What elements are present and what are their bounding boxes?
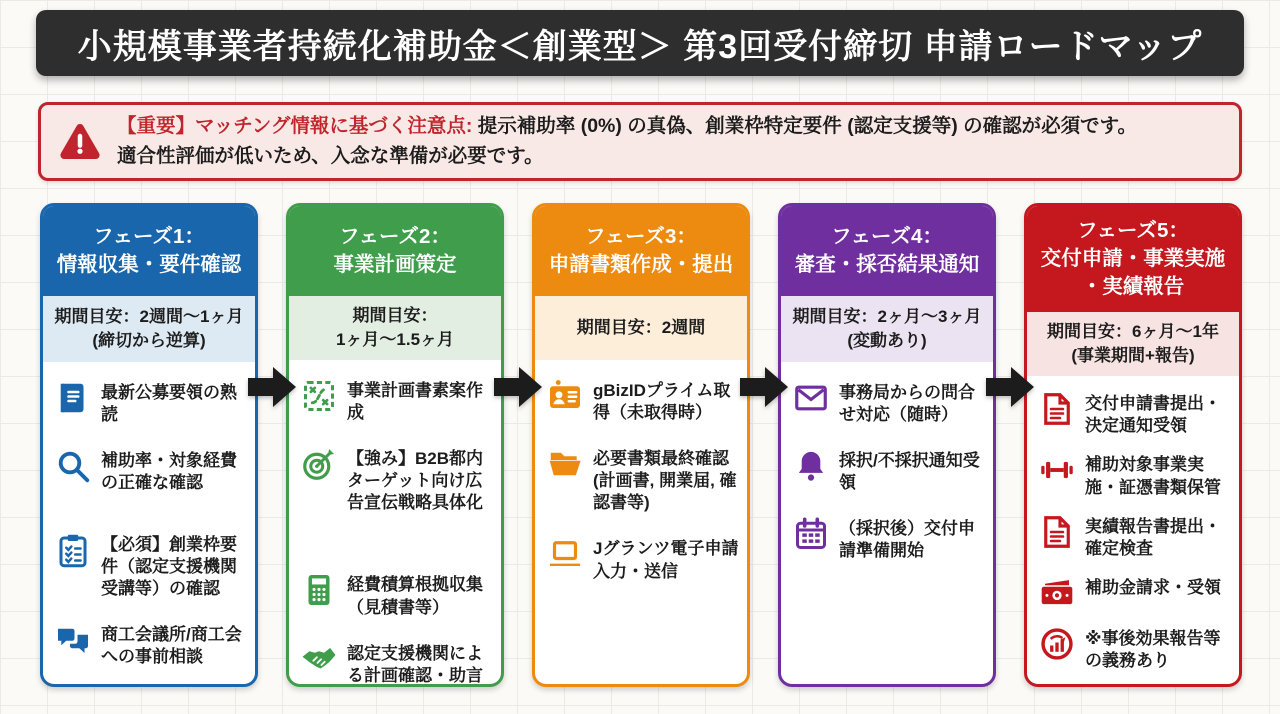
phase-3-title-line-2: 申請書類作成・提出 — [548, 253, 734, 276]
chart-growth-icon — [1039, 626, 1075, 662]
chat-bubbles-icon — [55, 622, 91, 658]
target-icon — [301, 446, 337, 482]
phase-5-title-line-1: フェーズ5： — [1077, 219, 1189, 243]
phase-5-item-2: 補助対象事業実施・証憑書類保管 — [1039, 452, 1231, 498]
arrow-phase3-to-phase4 — [750, 203, 778, 687]
phase-3-card — [532, 203, 750, 687]
phase-4-card — [778, 203, 996, 687]
warning-line-2: 適合性評価が低いため、入念な準備が必要です。 — [117, 144, 544, 167]
phase-3-item-3: Jグランツ電子申請入力・送信 — [547, 536, 739, 582]
phase-2-period-line-1: 期間目安： — [352, 306, 438, 326]
phase-3-item-2: 必要書類最終確認 (計画書, 開業届, 確認書等) — [547, 446, 739, 514]
page-title — [36, 10, 1244, 76]
phase-5-title-line-2: 交付申請・事業実施 — [1040, 246, 1226, 270]
arrow-phase2-to-phase3 — [504, 203, 532, 687]
phase-2-header — [289, 206, 501, 296]
warning-label: 【重要】マッチング情報に基づく注意点: — [117, 115, 478, 138]
phase-5-item-3: 実績報告書提出・確定検査 — [1039, 514, 1231, 560]
phase-2-title-line-2: 事業計画策定 — [333, 253, 457, 276]
strategy-map-icon — [301, 378, 337, 414]
phase-3-header — [535, 206, 747, 296]
phase-2-title-line-1: フェーズ2： — [339, 225, 451, 249]
warning-body-1: 提示補助率 (0%) の真偽、創業枠特定要件 (認定支援等) の確認が必須です。 — [477, 115, 1138, 138]
phases-row — [40, 203, 1242, 687]
phase-1-card — [40, 203, 258, 687]
phase-4-period-line-2: (変動あり) — [847, 330, 927, 350]
phase-5-item-5: ※事後効果報告等の義務あり — [1039, 626, 1231, 672]
phase-1-item-3: 【必須】創業枠要件（認定支援機関受講等）の確認 — [55, 532, 247, 600]
phase-2-item-4: 認定支援機関による計画確認・助言 — [301, 641, 493, 687]
phase-4-item-1: 事務局からの問合せ対応（随時） — [793, 380, 985, 426]
right-arrow-icon — [248, 366, 296, 408]
phase-2-item-3: 経費積算根拠収集（見積書等） — [301, 572, 493, 618]
laptop-icon — [547, 536, 583, 572]
phase-4-title-line-2: 審査・採否結果通知 — [794, 253, 980, 276]
phase-1-items — [43, 362, 255, 684]
dumbbell-icon — [1039, 452, 1075, 488]
phase-1-title-line-2: 情報収集・要件確認 — [56, 253, 242, 276]
phase-5-item-4: 補助金請求・受領 — [1039, 575, 1231, 611]
phase-1-period — [43, 296, 255, 362]
phase-4-items — [781, 362, 993, 684]
phase-5-item-1: 交付申請書提出・決定通知受領 — [1039, 391, 1231, 437]
phase-5-items — [1027, 376, 1239, 684]
money-icon — [1039, 575, 1075, 611]
phase-1-item-1: 最新公募要領の熟読 — [55, 380, 247, 426]
phase-1-header — [43, 206, 255, 296]
warning-text — [117, 112, 1137, 171]
arrow-phase1-to-phase2 — [258, 203, 286, 687]
envelope-icon — [793, 380, 829, 416]
id-card-icon — [547, 378, 583, 414]
phase-2-period — [289, 296, 501, 360]
phase-3-items — [535, 360, 747, 684]
warning-banner — [38, 102, 1242, 181]
phase-3-period-line-1: 期間目安：2週間 — [576, 318, 706, 338]
phase-3-period — [535, 296, 747, 360]
handshake-icon — [301, 641, 337, 677]
right-arrow-icon — [986, 366, 1034, 408]
phase-3-title-line-1: フェーズ3： — [585, 225, 697, 249]
folder-icon — [547, 446, 583, 482]
phase-4-period-line-1: 期間目安：2ヶ月〜3ヶ月 — [792, 307, 982, 326]
bell-icon — [793, 448, 829, 484]
phase-5-period-line-2: (事業期間+報告) — [1071, 345, 1195, 365]
arrow-phase4-to-phase5 — [996, 203, 1024, 687]
warning-line-1 — [117, 112, 1137, 141]
phase-5-header — [1027, 206, 1239, 312]
phase-1-period-line-1: 期間目安：2週間〜1ヶ月 — [54, 307, 244, 326]
alert-triangle-icon — [59, 121, 101, 163]
phase-5-period-line-1: 期間目安：6ヶ月〜1年 — [1047, 322, 1219, 342]
phase-4-header — [781, 206, 993, 296]
clipboard-icon — [55, 532, 91, 568]
phase-5-title-line-3: ・実績報告 — [1081, 274, 1185, 298]
phase-3-item-1: gBizIDプライム取得（未取得時） — [547, 378, 739, 424]
phase-2-period-line-2: 1ヶ月〜1.5ヶ月 — [335, 330, 455, 349]
right-arrow-icon — [740, 366, 788, 408]
phase-1-item-2: 補助率・対象経費の正確な確認 — [55, 448, 247, 494]
phase-4-title-line-1: フェーズ4： — [831, 225, 943, 249]
book-icon — [55, 380, 91, 416]
document-icon — [1039, 391, 1075, 427]
phase-5-period — [1027, 312, 1239, 377]
magnifier-icon — [55, 448, 91, 484]
phase-1-period-line-2: (締切から逆算) — [92, 330, 206, 350]
calculator-icon — [301, 572, 337, 608]
phase-2-items — [289, 360, 501, 687]
phase-4-period — [781, 296, 993, 362]
phase-2-card — [286, 203, 504, 687]
phase-4-item-2: 採択/不採択通知受領 — [793, 448, 985, 494]
phase-2-item-1: 事業計画書素案作成 — [301, 378, 493, 424]
report-document-icon — [1039, 514, 1075, 550]
page-title-text: 小規模事業者持続化補助金＜創業型＞ 第3回受付締切 申請ロードマップ — [77, 27, 1203, 66]
phase-1-item-4: 商工会議所/商工会への事前相談 — [55, 622, 247, 668]
calendar-icon — [793, 516, 829, 552]
right-arrow-icon — [494, 366, 542, 408]
phase-5-card — [1024, 203, 1242, 687]
phase-1-title-line-1: フェーズ1： — [93, 225, 205, 249]
phase-2-item-2: 【強み】B2B都内ターゲット向け広告宣伝戦略具体化 — [301, 446, 493, 514]
phase-4-item-3: （採択後）交付申請準備開始 — [793, 516, 985, 562]
